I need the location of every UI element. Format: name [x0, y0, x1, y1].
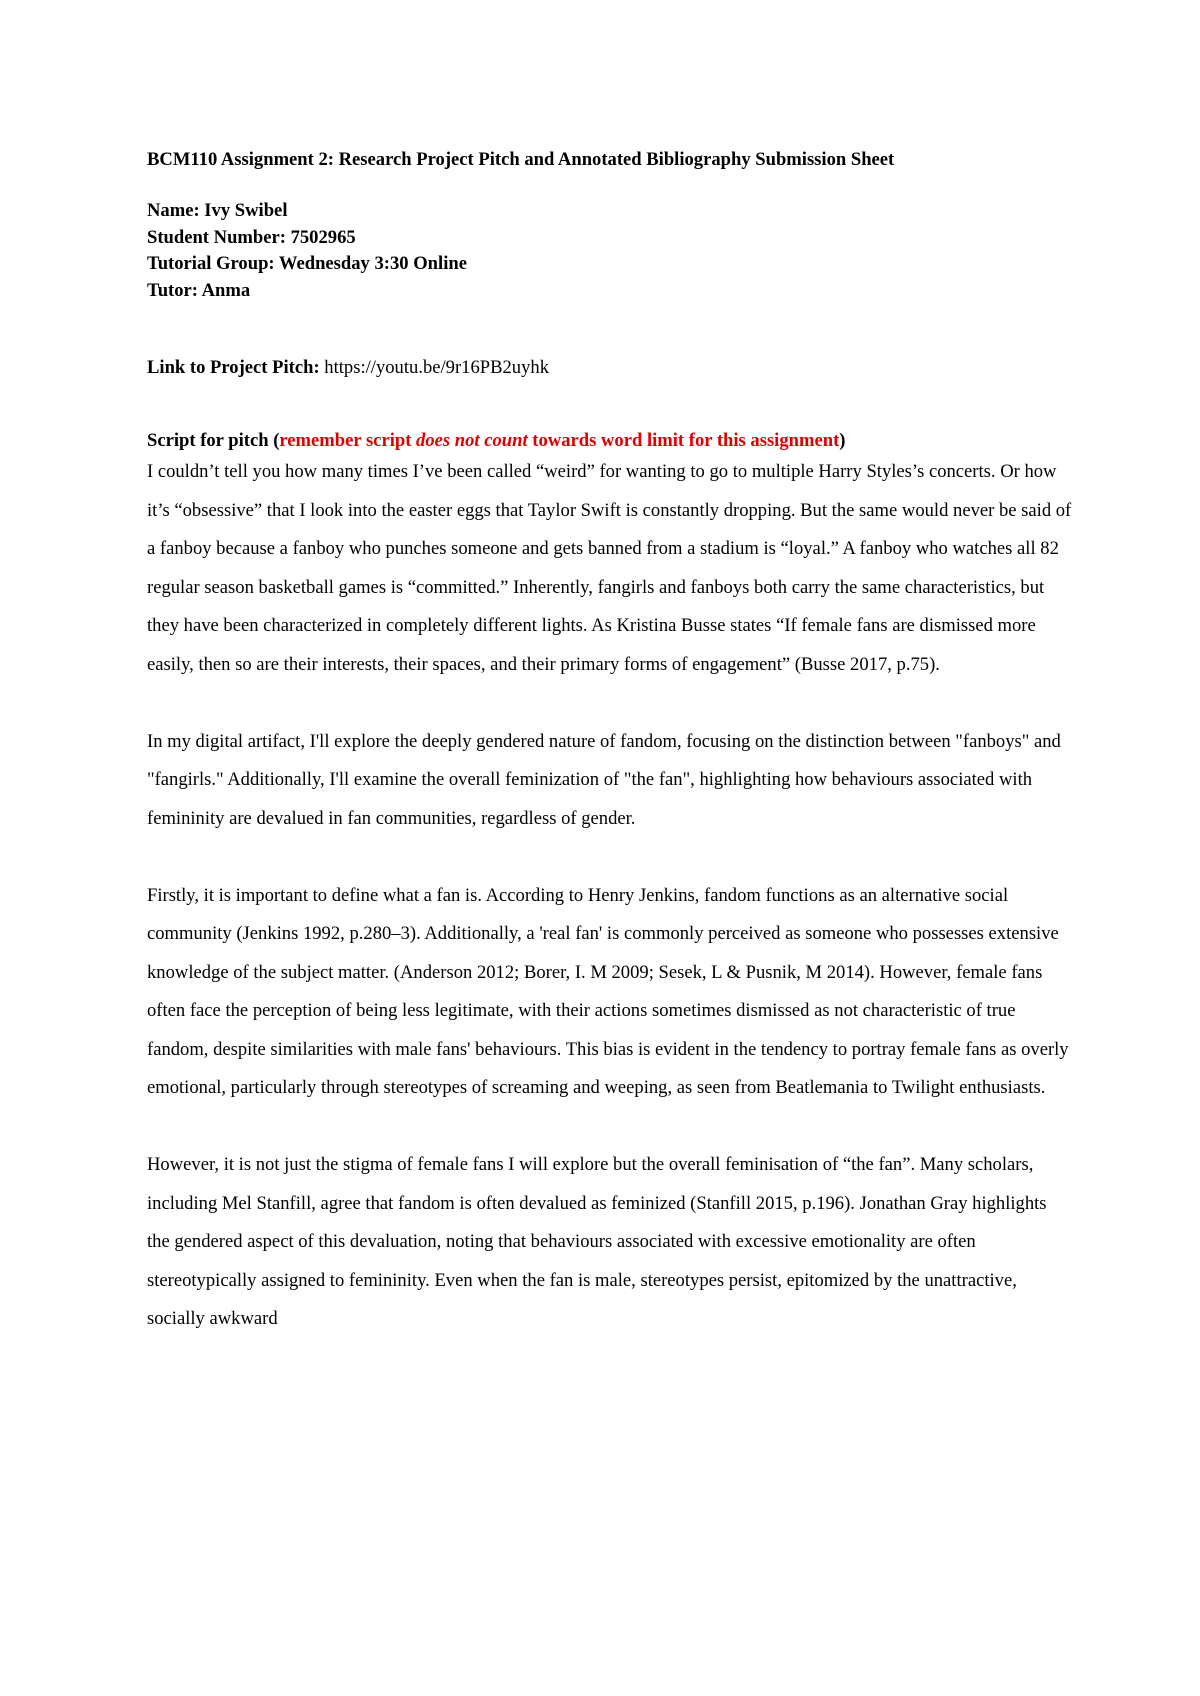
- project-pitch-link-label: Link to Project Pitch:: [147, 357, 320, 378]
- paragraph: I couldn’t tell you how many times I’ve been called “weird” for wanting to go to multiple Harry Styles’s concerts. Or how it’s “obsessive” that I look into the easter eggs that Taylor Swift is constantly dropping. But the same would never be said of a fanboy because a fanboy who punches someone and gets banned from a stadium is “loyal.” A fanboy who watches all 82 regular season basketball games is “committed.” Inherently, fangirls and fanboys both carry the same characteristics, but they have been characterized in completely different lights. As Kristina Busse states “If female fans are dismissed more easily, then so are their interests, their spaces, and their primary forms of engagement” (Busse 2017, p.75).: [147, 461, 1072, 675]
- project-pitch-link[interactable]: https://youtu.be/9r16PB2uyhk: [319, 357, 549, 378]
- paragraph: However, it is not just the stigma of female fans I will explore but the overall feminisation of “the fan”. Many scholars, including Mel Stanfill, agree that fandom is often devalued as feminized (Stanfill 2015, p.196). Jonathan Gray highlights the gendered aspect of this devaluation, noting that behaviours associated with excessive emotionality are often stereotypically assigned to femininity. Even when the fan is male, stereotypes persist, epitomized by the unattractive, socially awkward: [147, 1154, 1047, 1329]
- paragraph: In my digital artifact, I'll explore the deeply gendered nature of fandom, focusing on the distinction between "fanboys" and "fangirls." Additionally, I'll examine the overall feminization of "the fan", highlighting how behaviours associated with femininity are devalued in fan communities, regardless of gender.: [147, 730, 1061, 829]
- script-note-part-2: towards word limit for this assignment: [527, 430, 840, 451]
- script-heading: [147, 428, 845, 454]
- tutor-line: Tutor: Anma: [147, 279, 251, 301]
- project-pitch-link-line: [147, 355, 549, 381]
- script-note-part-1: remember script: [279, 430, 417, 451]
- student-details: [147, 198, 467, 304]
- script-note: [279, 430, 839, 451]
- script-body: [147, 453, 1072, 1377]
- paragraph: Firstly, it is important to define what a fan is. According to Henry Jenkins, fandom functions as an alternative social community (Jenkins 1992, p.280–3). Additionally, a 'real fan' is commonly perceived as someone who possesses extensive knowledge of the subject matter. (Anderson 2012; Borer, I. M 2009; Sesek, L & Pusnik, M 2014). However, female fans often face the perception of being less legitimate, with their actions sometimes dismissed as not characteristic of true fandom, despite similarities with male fans' behaviours. This bias is evident in the tendency to portray female fans as overly emotional, particularly through stereotypes of screaming and weeping, as seen from Beatlemania to Twilight enthusiasts.: [147, 884, 1069, 1098]
- name-line: Name: Ivy Swibel: [147, 200, 288, 221]
- script-heading-prefix: Script for pitch (: [147, 430, 280, 451]
- student-number-line: Student Number: 7502965: [147, 226, 356, 248]
- script-note-emphasis: does not count: [416, 430, 528, 451]
- document-title: BCM110 Assignment 2: Research Project Pitch and Annotated Bibliography Submission Sheet: [147, 149, 895, 170]
- script-heading-suffix: ): [839, 430, 846, 451]
- tutorial-group-line: Tutorial Group: Wednesday 3:30 Online: [147, 253, 467, 274]
